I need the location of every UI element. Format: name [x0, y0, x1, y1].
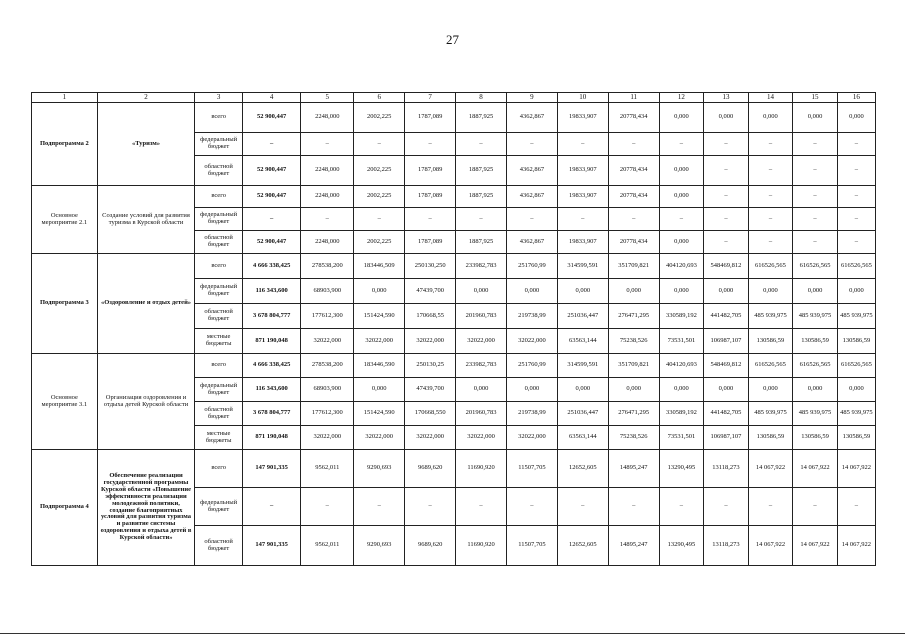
year-value-cell: 0,000: [354, 378, 405, 402]
year-value-cell: –: [659, 488, 704, 526]
year-value-cell: –: [793, 208, 838, 231]
year-value-cell: –: [405, 488, 456, 526]
year-value-cell: –: [506, 133, 557, 156]
year-value-cell: –: [456, 488, 507, 526]
year-value-cell: 14 067,922: [793, 450, 838, 488]
year-value-cell: 0,000: [748, 103, 793, 133]
year-value-cell: 9290,693: [354, 450, 405, 488]
year-value-cell: 278538,200: [301, 354, 354, 378]
year-value-cell: 170668,55: [405, 304, 456, 329]
year-value-cell: 0,000: [748, 378, 793, 402]
funding-source-cell: федеральный бюджет: [195, 133, 243, 156]
year-value-cell: –: [608, 133, 659, 156]
header-cell: 7: [405, 93, 456, 103]
funding-source-cell: областной бюджет: [195, 156, 243, 186]
year-value-cell: –: [301, 488, 354, 526]
year-value-cell: 14 067,922: [748, 450, 793, 488]
year-value-cell: 314599,591: [557, 354, 608, 378]
year-value-cell: 12652,605: [557, 526, 608, 566]
total-value-cell: 116 343,600: [242, 378, 300, 402]
year-value-cell: 201960,783: [456, 402, 507, 426]
year-value-cell: 2248,000: [301, 186, 354, 208]
year-value-cell: 13118,273: [704, 450, 749, 488]
year-value-cell: 219738,99: [506, 402, 557, 426]
year-value-cell: –: [793, 488, 838, 526]
program-name-cell: Подпрограмма 2: [32, 103, 98, 186]
year-value-cell: 2002,225: [354, 186, 405, 208]
year-value-cell: 73531,501: [659, 426, 704, 450]
table-row: [32, 450, 876, 488]
year-value-cell: 32022,000: [301, 426, 354, 450]
year-value-cell: –: [837, 208, 875, 231]
funding-source-cell: всего: [195, 254, 243, 279]
year-value-cell: 32022,000: [405, 426, 456, 450]
year-value-cell: –: [793, 156, 838, 186]
year-value-cell: 4362,867: [506, 231, 557, 254]
header-cell: 1: [32, 93, 98, 103]
year-value-cell: 68903,900: [301, 279, 354, 304]
year-value-cell: 14 067,922: [793, 526, 838, 566]
year-value-cell: 4362,867: [506, 186, 557, 208]
year-value-cell: 0,000: [456, 279, 507, 304]
year-value-cell: –: [837, 231, 875, 254]
header-cell: 8: [456, 93, 507, 103]
year-value-cell: 616526,565: [748, 254, 793, 279]
total-value-cell: 871 190,048: [242, 329, 300, 354]
year-value-cell: 278538,200: [301, 254, 354, 279]
program-title-cell: «Туризм»: [97, 103, 195, 186]
year-value-cell: 314599,591: [557, 254, 608, 279]
year-value-cell: 485 939,975: [793, 304, 838, 329]
header-cell: 9: [506, 93, 557, 103]
year-value-cell: 183446,509: [354, 254, 405, 279]
total-value-cell: 871 190,048: [242, 426, 300, 450]
year-value-cell: –: [506, 488, 557, 526]
year-value-cell: 201960,783: [456, 304, 507, 329]
header-cell: 12: [659, 93, 704, 103]
table-row: [32, 103, 876, 133]
year-value-cell: 11690,920: [456, 450, 507, 488]
year-value-cell: 351709,821: [608, 254, 659, 279]
year-value-cell: 548469,812: [704, 254, 749, 279]
year-value-cell: 75238,526: [608, 329, 659, 354]
year-value-cell: 233982,783: [456, 254, 507, 279]
year-value-cell: 63563,144: [557, 426, 608, 450]
year-value-cell: 330589,192: [659, 402, 704, 426]
program-title-cell: Организация оздоровления и отдыха детей Курской области: [97, 354, 195, 450]
year-value-cell: –: [793, 186, 838, 208]
year-value-cell: 0,000: [748, 279, 793, 304]
year-value-cell: 20778,434: [608, 231, 659, 254]
program-name-cell: Основное мероприятие 3.1: [32, 354, 98, 450]
funding-source-cell: федеральный бюджет: [195, 208, 243, 231]
year-value-cell: 0,000: [557, 378, 608, 402]
year-value-cell: 0,000: [659, 186, 704, 208]
year-value-cell: –: [748, 488, 793, 526]
total-value-cell: 4 666 338,425: [242, 354, 300, 378]
year-value-cell: 1787,089: [405, 103, 456, 133]
year-value-cell: 68903,900: [301, 378, 354, 402]
year-value-cell: 0,000: [793, 279, 838, 304]
year-value-cell: 177612,300: [301, 304, 354, 329]
year-value-cell: 170668,550: [405, 402, 456, 426]
year-value-cell: 616526,565: [793, 254, 838, 279]
year-value-cell: 404120,693: [659, 254, 704, 279]
year-value-cell: –: [748, 156, 793, 186]
year-value-cell: 0,000: [837, 103, 875, 133]
year-value-cell: 1787,089: [405, 186, 456, 208]
year-value-cell: –: [704, 133, 749, 156]
year-value-cell: 20778,434: [608, 156, 659, 186]
year-value-cell: 0,000: [659, 103, 704, 133]
year-value-cell: 548469,812: [704, 354, 749, 378]
year-value-cell: 75238,526: [608, 426, 659, 450]
year-value-cell: 13290,495: [659, 526, 704, 566]
year-value-cell: 32022,000: [456, 329, 507, 354]
year-value-cell: 14 067,922: [837, 526, 875, 566]
year-value-cell: 616526,565: [837, 254, 875, 279]
header-cell: 6: [354, 93, 405, 103]
year-value-cell: –: [704, 488, 749, 526]
funding-source-cell: местные бюджеты: [195, 426, 243, 450]
year-value-cell: 251036,447: [557, 402, 608, 426]
year-value-cell: 0,000: [456, 378, 507, 402]
year-value-cell: 32022,000: [301, 329, 354, 354]
year-value-cell: 47439,700: [405, 378, 456, 402]
year-value-cell: –: [456, 133, 507, 156]
funding-source-cell: всего: [195, 186, 243, 208]
year-value-cell: 0,000: [608, 378, 659, 402]
year-value-cell: –: [557, 208, 608, 231]
year-value-cell: –: [506, 208, 557, 231]
funding-source-cell: местные бюджеты: [195, 329, 243, 354]
total-value-cell: –: [242, 208, 300, 231]
year-value-cell: 0,000: [659, 279, 704, 304]
funding-source-cell: областной бюджет: [195, 402, 243, 426]
year-value-cell: 0,000: [354, 279, 405, 304]
funding-source-cell: федеральный бюджет: [195, 488, 243, 526]
year-value-cell: 47439,700: [405, 279, 456, 304]
program-title-cell: «Оздоровление и отдых детей»: [97, 254, 195, 354]
year-value-cell: 130586,59: [837, 329, 875, 354]
year-value-cell: 0,000: [704, 103, 749, 133]
funding-source-cell: всего: [195, 450, 243, 488]
header-cell: 16: [837, 93, 875, 103]
year-value-cell: 0,000: [659, 231, 704, 254]
year-value-cell: –: [301, 208, 354, 231]
year-value-cell: –: [704, 186, 749, 208]
header-cell: 15: [793, 93, 838, 103]
year-value-cell: 250130,25: [405, 354, 456, 378]
year-value-cell: 1787,089: [405, 231, 456, 254]
year-value-cell: 251036,447: [557, 304, 608, 329]
funding-source-cell: всего: [195, 103, 243, 133]
funding-source-cell: областной бюджет: [195, 231, 243, 254]
year-value-cell: 1887,925: [456, 156, 507, 186]
year-value-cell: 20778,434: [608, 103, 659, 133]
year-value-cell: 106987,107: [704, 329, 749, 354]
year-value-cell: 485 939,975: [837, 304, 875, 329]
total-value-cell: 3 678 804,777: [242, 402, 300, 426]
year-value-cell: 0,000: [608, 279, 659, 304]
year-value-cell: 2248,000: [301, 156, 354, 186]
header-cell: 10: [557, 93, 608, 103]
year-value-cell: 441482,705: [704, 304, 749, 329]
year-value-cell: 0,000: [506, 279, 557, 304]
year-value-cell: –: [608, 208, 659, 231]
year-value-cell: 0,000: [659, 378, 704, 402]
total-value-cell: –: [242, 488, 300, 526]
total-value-cell: 3 678 804,777: [242, 304, 300, 329]
funding-source-cell: федеральный бюджет: [195, 378, 243, 402]
year-value-cell: 151424,590: [354, 304, 405, 329]
year-value-cell: 0,000: [506, 378, 557, 402]
year-value-cell: 19833,907: [557, 186, 608, 208]
header-cell: 5: [301, 93, 354, 103]
total-value-cell: 52 900,447: [242, 156, 300, 186]
year-value-cell: 32022,000: [506, 329, 557, 354]
year-value-cell: –: [354, 208, 405, 231]
program-title-cell: Создание условий для развития туризма в Курской области: [97, 186, 195, 254]
year-value-cell: 2248,000: [301, 103, 354, 133]
funding-source-cell: областной бюджет: [195, 304, 243, 329]
budget-table: [31, 92, 876, 566]
year-value-cell: 404120,693: [659, 354, 704, 378]
year-value-cell: 441482,705: [704, 402, 749, 426]
year-value-cell: 32022,000: [405, 329, 456, 354]
year-value-cell: 0,000: [704, 279, 749, 304]
year-value-cell: 485 939,975: [748, 304, 793, 329]
year-value-cell: –: [793, 133, 838, 156]
total-value-cell: 52 900,447: [242, 186, 300, 208]
year-value-cell: –: [704, 208, 749, 231]
year-value-cell: 19833,907: [557, 156, 608, 186]
year-value-cell: 219738,99: [506, 304, 557, 329]
year-value-cell: 177612,300: [301, 402, 354, 426]
header-cell: 2: [97, 93, 195, 103]
year-value-cell: 251760,99: [506, 254, 557, 279]
year-value-cell: 1887,925: [456, 231, 507, 254]
year-value-cell: 9562,011: [301, 526, 354, 566]
year-value-cell: 9290,693: [354, 526, 405, 566]
year-value-cell: 13118,273: [704, 526, 749, 566]
year-value-cell: 11507,705: [506, 526, 557, 566]
year-value-cell: 616526,565: [748, 354, 793, 378]
year-value-cell: 4362,867: [506, 103, 557, 133]
header-cell: 13: [704, 93, 749, 103]
year-value-cell: 130586,59: [748, 426, 793, 450]
year-value-cell: –: [405, 208, 456, 231]
year-value-cell: 130586,59: [793, 329, 838, 354]
year-value-cell: 183446,590: [354, 354, 405, 378]
year-value-cell: 616526,565: [793, 354, 838, 378]
year-value-cell: 0,000: [704, 378, 749, 402]
year-value-cell: 330589,192: [659, 304, 704, 329]
year-value-cell: 11690,920: [456, 526, 507, 566]
year-value-cell: –: [659, 133, 704, 156]
year-value-cell: 151424,590: [354, 402, 405, 426]
year-value-cell: 11507,705: [506, 450, 557, 488]
year-value-cell: –: [837, 186, 875, 208]
year-value-cell: 251760,99: [506, 354, 557, 378]
year-value-cell: 2002,225: [354, 103, 405, 133]
year-value-cell: 616526,565: [837, 354, 875, 378]
year-value-cell: 32022,000: [354, 426, 405, 450]
year-value-cell: –: [748, 186, 793, 208]
year-value-cell: 2002,225: [354, 231, 405, 254]
total-value-cell: 147 901,335: [242, 526, 300, 566]
year-value-cell: 0,000: [659, 156, 704, 186]
year-value-cell: –: [557, 133, 608, 156]
year-value-cell: –: [748, 133, 793, 156]
year-value-cell: 13290,495: [659, 450, 704, 488]
year-value-cell: 1887,925: [456, 186, 507, 208]
table-body: [32, 93, 876, 566]
total-value-cell: 147 901,335: [242, 450, 300, 488]
year-value-cell: –: [793, 231, 838, 254]
year-value-cell: 63563,144: [557, 329, 608, 354]
total-value-cell: 4 666 338,425: [242, 254, 300, 279]
funding-source-cell: областной бюджет: [195, 526, 243, 566]
year-value-cell: 0,000: [837, 378, 875, 402]
program-name-cell: Подпрограмма 3: [32, 254, 98, 354]
year-value-cell: 130586,59: [837, 426, 875, 450]
year-value-cell: –: [748, 208, 793, 231]
year-value-cell: 0,000: [793, 378, 838, 402]
year-value-cell: 20778,434: [608, 186, 659, 208]
year-value-cell: 130586,59: [748, 329, 793, 354]
year-value-cell: –: [405, 133, 456, 156]
year-value-cell: 233982,783: [456, 354, 507, 378]
year-value-cell: 2002,225: [354, 156, 405, 186]
year-value-cell: –: [557, 488, 608, 526]
year-value-cell: –: [456, 208, 507, 231]
header-cell: 14: [748, 93, 793, 103]
year-value-cell: 250130,250: [405, 254, 456, 279]
year-value-cell: –: [837, 133, 875, 156]
year-value-cell: –: [354, 133, 405, 156]
funding-source-cell: всего: [195, 354, 243, 378]
year-value-cell: 9689,620: [405, 526, 456, 566]
year-value-cell: 32022,000: [456, 426, 507, 450]
program-title-cell: Обеспечение реализации государственной программы Курской области «Повышение эффективности реализации молодежной политики, создание благоприятных условий для развития туризма и развитие системы оздоровления и отдыха детей в Курской области»: [97, 450, 195, 566]
year-value-cell: 9689,620: [405, 450, 456, 488]
total-value-cell: 52 900,447: [242, 103, 300, 133]
header-row: [32, 93, 876, 103]
program-name-cell: Основное мероприятие 2.1: [32, 186, 98, 254]
year-value-cell: –: [837, 488, 875, 526]
year-value-cell: 0,000: [557, 279, 608, 304]
program-name-cell: Подпрограмма 4: [32, 450, 98, 566]
year-value-cell: 276471,295: [608, 304, 659, 329]
year-value-cell: –: [659, 208, 704, 231]
year-value-cell: 106987,107: [704, 426, 749, 450]
table-row: [32, 354, 876, 378]
year-value-cell: 19833,907: [557, 103, 608, 133]
year-value-cell: –: [608, 488, 659, 526]
page-bottom-edge: [0, 633, 905, 634]
year-value-cell: 130586,59: [793, 426, 838, 450]
header-cell: 11: [608, 93, 659, 103]
total-value-cell: –: [242, 133, 300, 156]
year-value-cell: 4362,867: [506, 156, 557, 186]
year-value-cell: 32022,000: [506, 426, 557, 450]
funding-source-cell: федеральный бюджет: [195, 279, 243, 304]
year-value-cell: –: [704, 231, 749, 254]
year-value-cell: 485 939,975: [793, 402, 838, 426]
year-value-cell: –: [837, 156, 875, 186]
year-value-cell: –: [748, 231, 793, 254]
table-row: [32, 254, 876, 279]
total-value-cell: 116 343,600: [242, 279, 300, 304]
page-number: 27: [446, 32, 459, 47]
year-value-cell: 485 939,975: [837, 402, 875, 426]
year-value-cell: 14 067,922: [837, 450, 875, 488]
year-value-cell: 485 939,975: [748, 402, 793, 426]
total-value-cell: 52 900,447: [242, 231, 300, 254]
table-row: [32, 186, 876, 208]
year-value-cell: 1787,089: [405, 156, 456, 186]
year-value-cell: 9562,011: [301, 450, 354, 488]
header-cell: 3: [195, 93, 243, 103]
year-value-cell: 12652,605: [557, 450, 608, 488]
year-value-cell: –: [301, 133, 354, 156]
year-value-cell: 14895,247: [608, 526, 659, 566]
year-value-cell: 351709,821: [608, 354, 659, 378]
year-value-cell: 14 067,922: [748, 526, 793, 566]
year-value-cell: 14895,247: [608, 450, 659, 488]
year-value-cell: 19833,907: [557, 231, 608, 254]
year-value-cell: 0,000: [793, 103, 838, 133]
year-value-cell: 73531,501: [659, 329, 704, 354]
year-value-cell: 276471,295: [608, 402, 659, 426]
header-cell: 4: [242, 93, 300, 103]
year-value-cell: –: [704, 156, 749, 186]
year-value-cell: 2248,000: [301, 231, 354, 254]
year-value-cell: 0,000: [837, 279, 875, 304]
year-value-cell: 32022,000: [354, 329, 405, 354]
year-value-cell: –: [354, 488, 405, 526]
year-value-cell: 1887,925: [456, 103, 507, 133]
